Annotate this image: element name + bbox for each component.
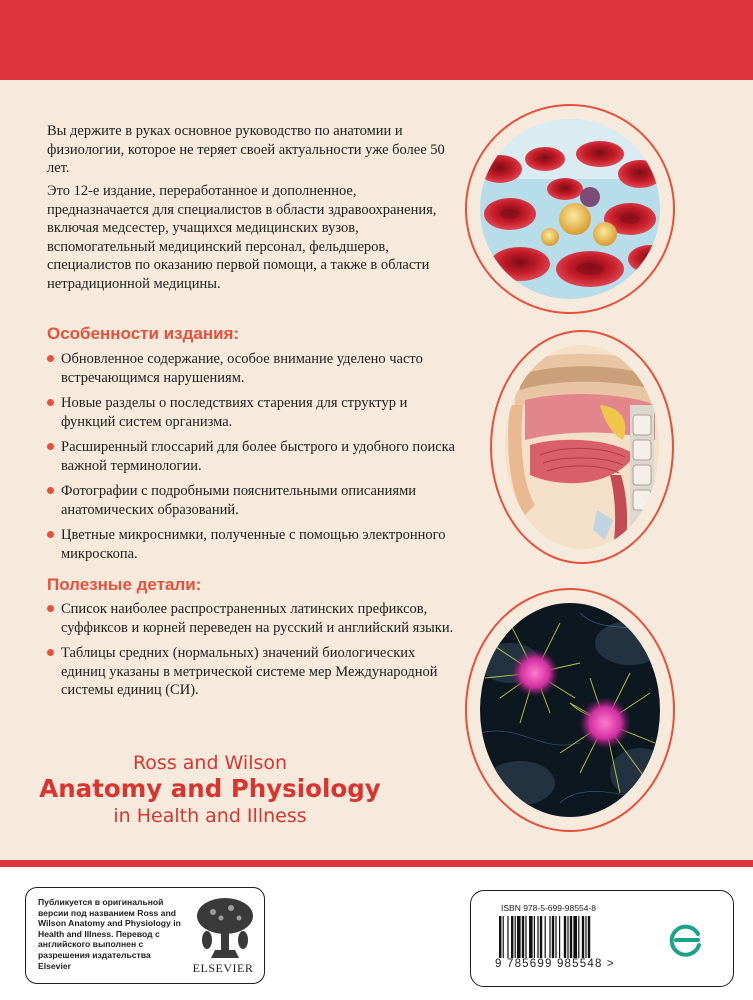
useful-list <box>47 600 457 707</box>
features-item: Фотографии с подробными пояснительными описаниями анатомических образований. <box>47 482 457 519</box>
bottom-red-stripe <box>0 860 753 867</box>
elsevier-tree-logo-icon <box>191 894 259 964</box>
publisher-logo-name: ELSEVIER <box>192 961 254 975</box>
features-item: Обновленное содержание, особое внимание уделено часто встречающимся нарушениям. <box>47 350 457 387</box>
publisher-info-box <box>25 887 265 984</box>
blood-cells-image <box>465 104 675 314</box>
features-item: Новые разделы о последствиях старения для структур и функций систем организма. <box>47 394 457 431</box>
top-red-bar <box>0 0 753 80</box>
barcode-digits: 9 785699 985548 > <box>495 958 615 970</box>
isbn-label: ISBN 978-5-699-98554-8 <box>501 903 596 913</box>
micrograph-cells-image <box>465 588 675 832</box>
features-item: Цветные микроснимки, полученные с помощью электронного микроскопа. <box>47 526 457 563</box>
brand-line-3: in Health and Illness <box>113 805 307 827</box>
intro-paragraph-2: Это 12-е издание, переработанное и дополненное, предназначается для специалистов в области здравоохранения, включая медсестер, учащихся медицинских вузов, вспомогательный медицинский персонал, фельдшеров, специалистов по оказанию первой помощи, а также в области нетрадиционной медицины. <box>47 183 437 292</box>
eksmo-logo-icon <box>667 921 705 959</box>
features-list <box>47 350 457 570</box>
intro-paragraph-1: Вы держите в руках основное руководство по анатомии и физиологии, которое не теряет своей актуальности уже более 50 лет. <box>47 123 445 176</box>
features-item: Расширенный глоссарий для более быстрого и удобного поиска важной терминологии. <box>47 438 457 475</box>
features-heading: Особенности издания: <box>47 324 240 343</box>
isbn-box <box>470 890 734 987</box>
head-cross-section-image <box>490 330 674 564</box>
brand-title: Anatomy and Physiology <box>39 774 381 803</box>
publisher-note: Публикуется в оригинальной версии под названием Ross and Wilson Anatomy and Physiology in Health and Illness. Перевод с английского выполнен с разрешения издательства Elsevier <box>38 897 181 971</box>
barcode-icon <box>499 916 649 958</box>
useful-item: Таблицы средних (нормальных) значений биологических единиц указаны в метрической системе мер Международной системы единиц (СИ). <box>47 644 457 700</box>
brand-line-1: Ross and Wilson <box>132 752 288 774</box>
useful-item: Список наиболее распространенных латинских префиксов, суффиксов и корней переведен на русский и английский языки. <box>47 600 457 637</box>
useful-heading: Полезные детали: <box>47 575 202 594</box>
